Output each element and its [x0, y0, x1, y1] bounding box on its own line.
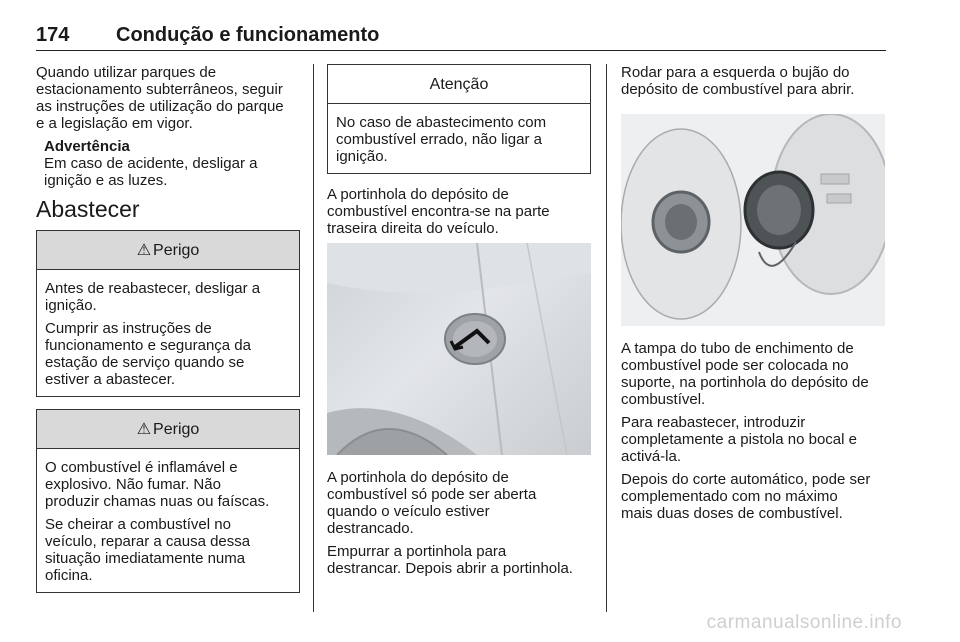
page-title: Condução e funcionamento [116, 24, 380, 46]
warning-triangle-icon: ⚠ [136, 420, 152, 438]
warning-triangle-icon: ⚠ [136, 241, 152, 259]
warning-title: Advertência [44, 138, 130, 155]
fuel-cap-illustration [621, 114, 885, 326]
fuel-flap-push-text: Empurrar a portinhola para destrancar. Depois abrir a portinhola. [327, 543, 573, 577]
page-number: 174 [36, 24, 70, 46]
danger-box [36, 409, 300, 593]
cap-open-text: Rodar para a esquerda o bujão do depósito de combustível para abrir. [621, 64, 855, 98]
watermark: carmanualsonline.info [706, 612, 902, 633]
column-divider [606, 64, 607, 612]
section-heading: Abastecer [36, 196, 140, 222]
fuel-cap-photo [621, 114, 885, 326]
danger-text: O combustível é inflamável e explosivo. Não fumar. Não produzir chamas nuas ou faíscas. [45, 459, 270, 510]
column-divider [313, 64, 314, 612]
danger-title: Perigo [153, 420, 200, 438]
refuel-instruction-text: Para reabastecer, introduzir completamente a pistola no bocal e activá-la. [621, 414, 857, 465]
column-middle [327, 64, 591, 583]
fuel-flap-photo [327, 243, 591, 455]
attention-title: Atenção [429, 75, 489, 93]
column-left [36, 64, 300, 605]
attention-box-header [328, 65, 590, 104]
top-up-text: Depois do corte automático, pode ser complementado com no máximo mais duas doses de combustível. [621, 471, 871, 522]
fuel-flap-location-text: A portinhola do depósito de combustível encontra-se na parte traseira direita do veículo. [327, 186, 550, 237]
cap-holder-text: A tampa do tubo de enchimento de combustível pode ser colocada no suporte, na portinhola do depósito de combustível. [621, 340, 869, 408]
column-right [621, 64, 887, 528]
danger-box-header [37, 410, 299, 449]
attention-text: No caso de abastecimento com combustível errado, não ligar a ignição. [336, 114, 547, 165]
page-header [36, 22, 886, 51]
danger-text: Se cheirar a combustível no veículo, reparar a causa dessa situação imediatamente numa oficina. [45, 516, 251, 584]
fuel-flap-unlock-text: A portinhola do depósito de combustível só pode ser aberta quando o veículo estiver destrancado. [327, 469, 537, 537]
attention-box [327, 64, 591, 174]
danger-text: Cumprir as instruções de funcionamento e segurança da estação de serviço quando se estiver a abastecer. [45, 320, 251, 388]
intro-paragraph: Quando utilizar parques de estacionamento subterrâneos, seguir as instruções de utilização do parque e a legislação em vigor. [36, 64, 284, 132]
warning-text: Em caso de acidente, desligar a ignição e as luzes. [44, 155, 258, 189]
danger-box [36, 230, 300, 397]
danger-title: Perigo [153, 241, 200, 259]
car-rear-illustration [327, 243, 591, 455]
danger-text: Antes de reabastecer, desligar a ignição. [45, 280, 261, 314]
danger-box-header [37, 231, 299, 270]
